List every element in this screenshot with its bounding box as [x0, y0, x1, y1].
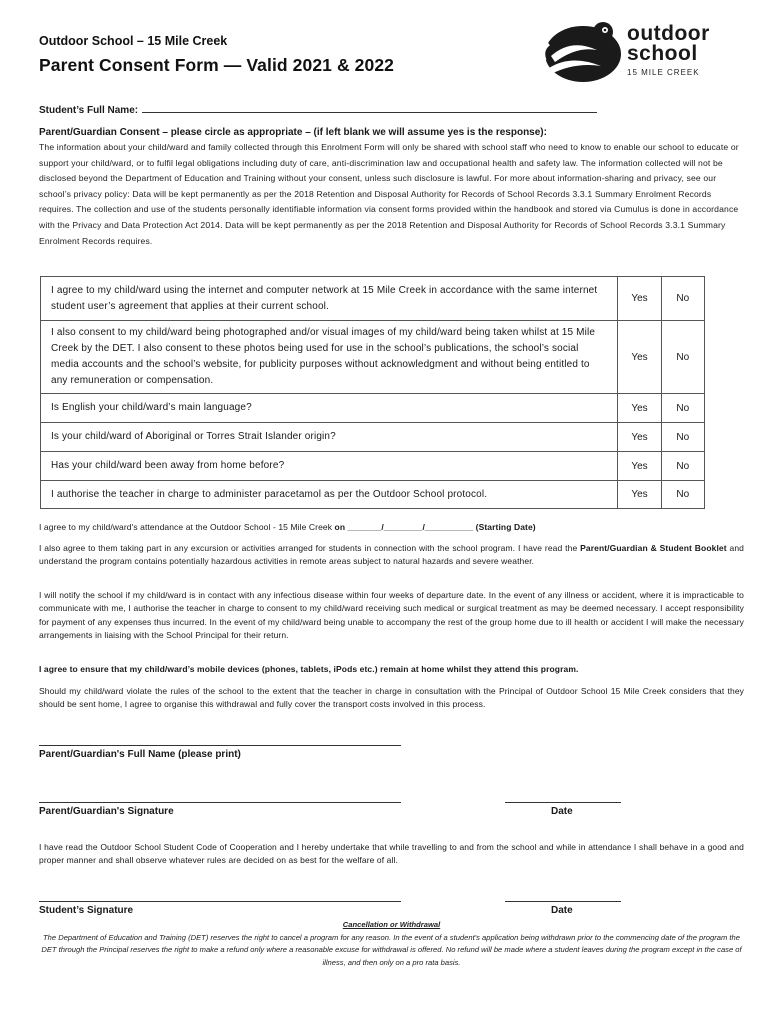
student-signature-label: Student’s Signature [39, 905, 134, 916]
table-row [41, 452, 705, 481]
question-text: I authorise the teacher in charge to administer paracetamol as per the Outdoor School protocol. [41, 481, 618, 509]
withdrawal-statement: Should my child/ward violate the rules of the school to the extent that the teacher in charge in consultation with the Principal of Outdoor School 15 Mile Creek considers that they should be sent home, I agree to organise this withdrawal and fully cover the transport costs involved in this process. [39, 686, 744, 710]
no-option[interactable]: No [661, 277, 704, 321]
table-row [41, 423, 705, 452]
parent-signature-field[interactable] [39, 802, 401, 803]
outdoor-school-logo [541, 16, 731, 86]
code-of-cooperation-statement: I have read the Outdoor School Student Code of Cooperation and I hereby undertake that while travelling to and from the school and while in attendance I shall behave in a good and proper manner and shall observe whatever rules are decided on as best for the welfare of all. [39, 842, 744, 866]
parent-full-name-label: Parent/Guardian's Full Name (please print) [39, 749, 241, 760]
no-option[interactable]: No [661, 423, 704, 452]
cancellation-text: The Department of Education and Training (DET) reserves the right to cancel a program for any reason. In the event of a student's application being withdrawn prior to the commencing date of the program the DET through the Principal reserves the right to make a refund only where a reasonable excuse for withdrawal is offered. No refund will be made where a student leaves during the program except in the case of illness, and then only on a pro rata basis. [41, 932, 742, 967]
no-option[interactable]: No [661, 452, 704, 481]
student-date-label: Date [551, 905, 573, 916]
yes-option[interactable]: Yes [618, 481, 661, 509]
cancellation-footer [39, 919, 744, 969]
bird-logo-icon [541, 16, 625, 86]
table-row [41, 394, 705, 423]
yes-option[interactable]: Yes [618, 423, 661, 452]
yes-option[interactable]: Yes [618, 277, 661, 321]
form-title: Parent Consent Form — Valid 2021 & 2022 [39, 55, 395, 75]
question-text: I also consent to my child/ward being photographed and/or visual images of my child/ward being taken whilst at 15 Mile Creek by the DET. I also consent to these photos being used for use in the school’s publications, the school’s social media accounts and the school’s website, for publicity purposes without acknowledgment and without being entitled to any remuneration or compensation. [41, 321, 618, 394]
question-text: Is English your child/ward’s main language? [41, 394, 618, 423]
logo-word-outdoor: outdoor [627, 22, 710, 45]
parent-date-label: Date [551, 806, 573, 817]
logo-subtitle: 15 MILE CREEK [627, 68, 700, 77]
parent-date-field[interactable] [505, 802, 621, 803]
no-option[interactable]: No [661, 481, 704, 509]
table-row [41, 481, 705, 509]
illness-statement: I will notify the school if my child/ward is in contact with any infectious disease within four weeks of departure date. In the event of any illness or accident, where it is impracticable to communicate with me, I authorise the teacher in charge to consent to my child/ward receiving such medical or surgical treatment as may be deemed necessary. I accept responsibility for payment of any expenses thus incurred. In the event of my child/ward being unable to accompany the rest of the group home due to ill health or accident I will make the necessary arrangements in liaising with the School Principal for their return. [39, 590, 744, 641]
booklet-reference: Parent/Guardian & Student Booklet [580, 543, 727, 553]
yes-option[interactable]: Yes [618, 394, 661, 423]
student-full-name-label: Student’s Full Name: [39, 105, 139, 116]
no-option[interactable]: No [661, 394, 704, 423]
header [39, 34, 394, 76]
excursion-text-2: and understand the program contains potentially hazardous activities in remote areas subject to natural hazards and severe weather. [39, 543, 744, 567]
student-date-field[interactable] [505, 901, 621, 902]
attendance-statement [39, 521, 744, 534]
form-subtitle: Outdoor School – 15 Mile Creek [39, 34, 228, 48]
privacy-intro-text: The information about your child/ward and family collected through this Enrolment Form will only be shared with school staff who need to know to enable our school to educate or support your child/ward, or to fulfil legal obligations including duty of care, anti-discrimination law and occupational health and safety law. The information collected will not be disclosed beyond the Department of Education and Training without your consent, unless such disclosure is lawful. For more about information-sharing and privacy, see our school’s privacy policy: Data will be kept permanently as per the 2018 Retention and Disposal Authority for Records of School Records 3.3.1 Summary Enrolment Records requires. The collection and use of the students personally identifiable information via consent forms provided within the handbook and stored via Cumulus is done in accordance with the Privacy and Data Protection Act 2014. Data will be kept permanently as per the 2018 Retention and Disposal Authority for Records of School Records 3.3.1 Summary Enrolment Records requires. [39, 142, 739, 246]
yes-option[interactable]: Yes [618, 321, 661, 394]
excursion-text-1: I also agree to them taking part in any excursion or activities arranged for students in connection with the school program. I have read the [39, 543, 581, 553]
consent-questions-table [40, 276, 705, 509]
parent-signature-label: Parent/Guardian's Signature [39, 806, 174, 817]
yes-option[interactable]: Yes [618, 452, 661, 481]
table-row [41, 277, 705, 321]
attendance-text: I agree to my child/ward's attendance at the Outdoor School - 15 Mile Creek [39, 522, 335, 532]
question-text: Is your child/ward of Aboriginal or Torres Strait Islander origin? [41, 423, 618, 452]
question-text: I agree to my child/ward using the internet and computer network at 15 Mile Creek in accordance with the same internet student user’s agreement that applies at their current school. [41, 277, 618, 321]
parent-full-name-field[interactable] [39, 745, 401, 746]
student-full-name-row [39, 103, 597, 116]
excursion-statement [39, 542, 744, 569]
mobile-devices-statement: I agree to ensure that my child/ward’s mobile devices (phones, tablets, iPods etc.) remain at home whilst they attend this program. [39, 664, 579, 674]
cancellation-title: Cancellation or Withdrawal [342, 920, 441, 929]
logo-word-school: school [627, 42, 698, 65]
student-signature-field[interactable] [39, 901, 401, 902]
student-full-name-field[interactable] [142, 103, 597, 113]
no-option[interactable]: No [661, 321, 704, 394]
starting-date-field[interactable]: on _______/________/__________ (Starting Date) [334, 522, 536, 532]
question-text: Has your child/ward been away from home before? [41, 452, 618, 481]
consent-heading: Parent/Guardian Consent – please circle as appropriate – (if left blank we will assume yes is the response): [39, 127, 547, 138]
table-row [41, 321, 705, 394]
